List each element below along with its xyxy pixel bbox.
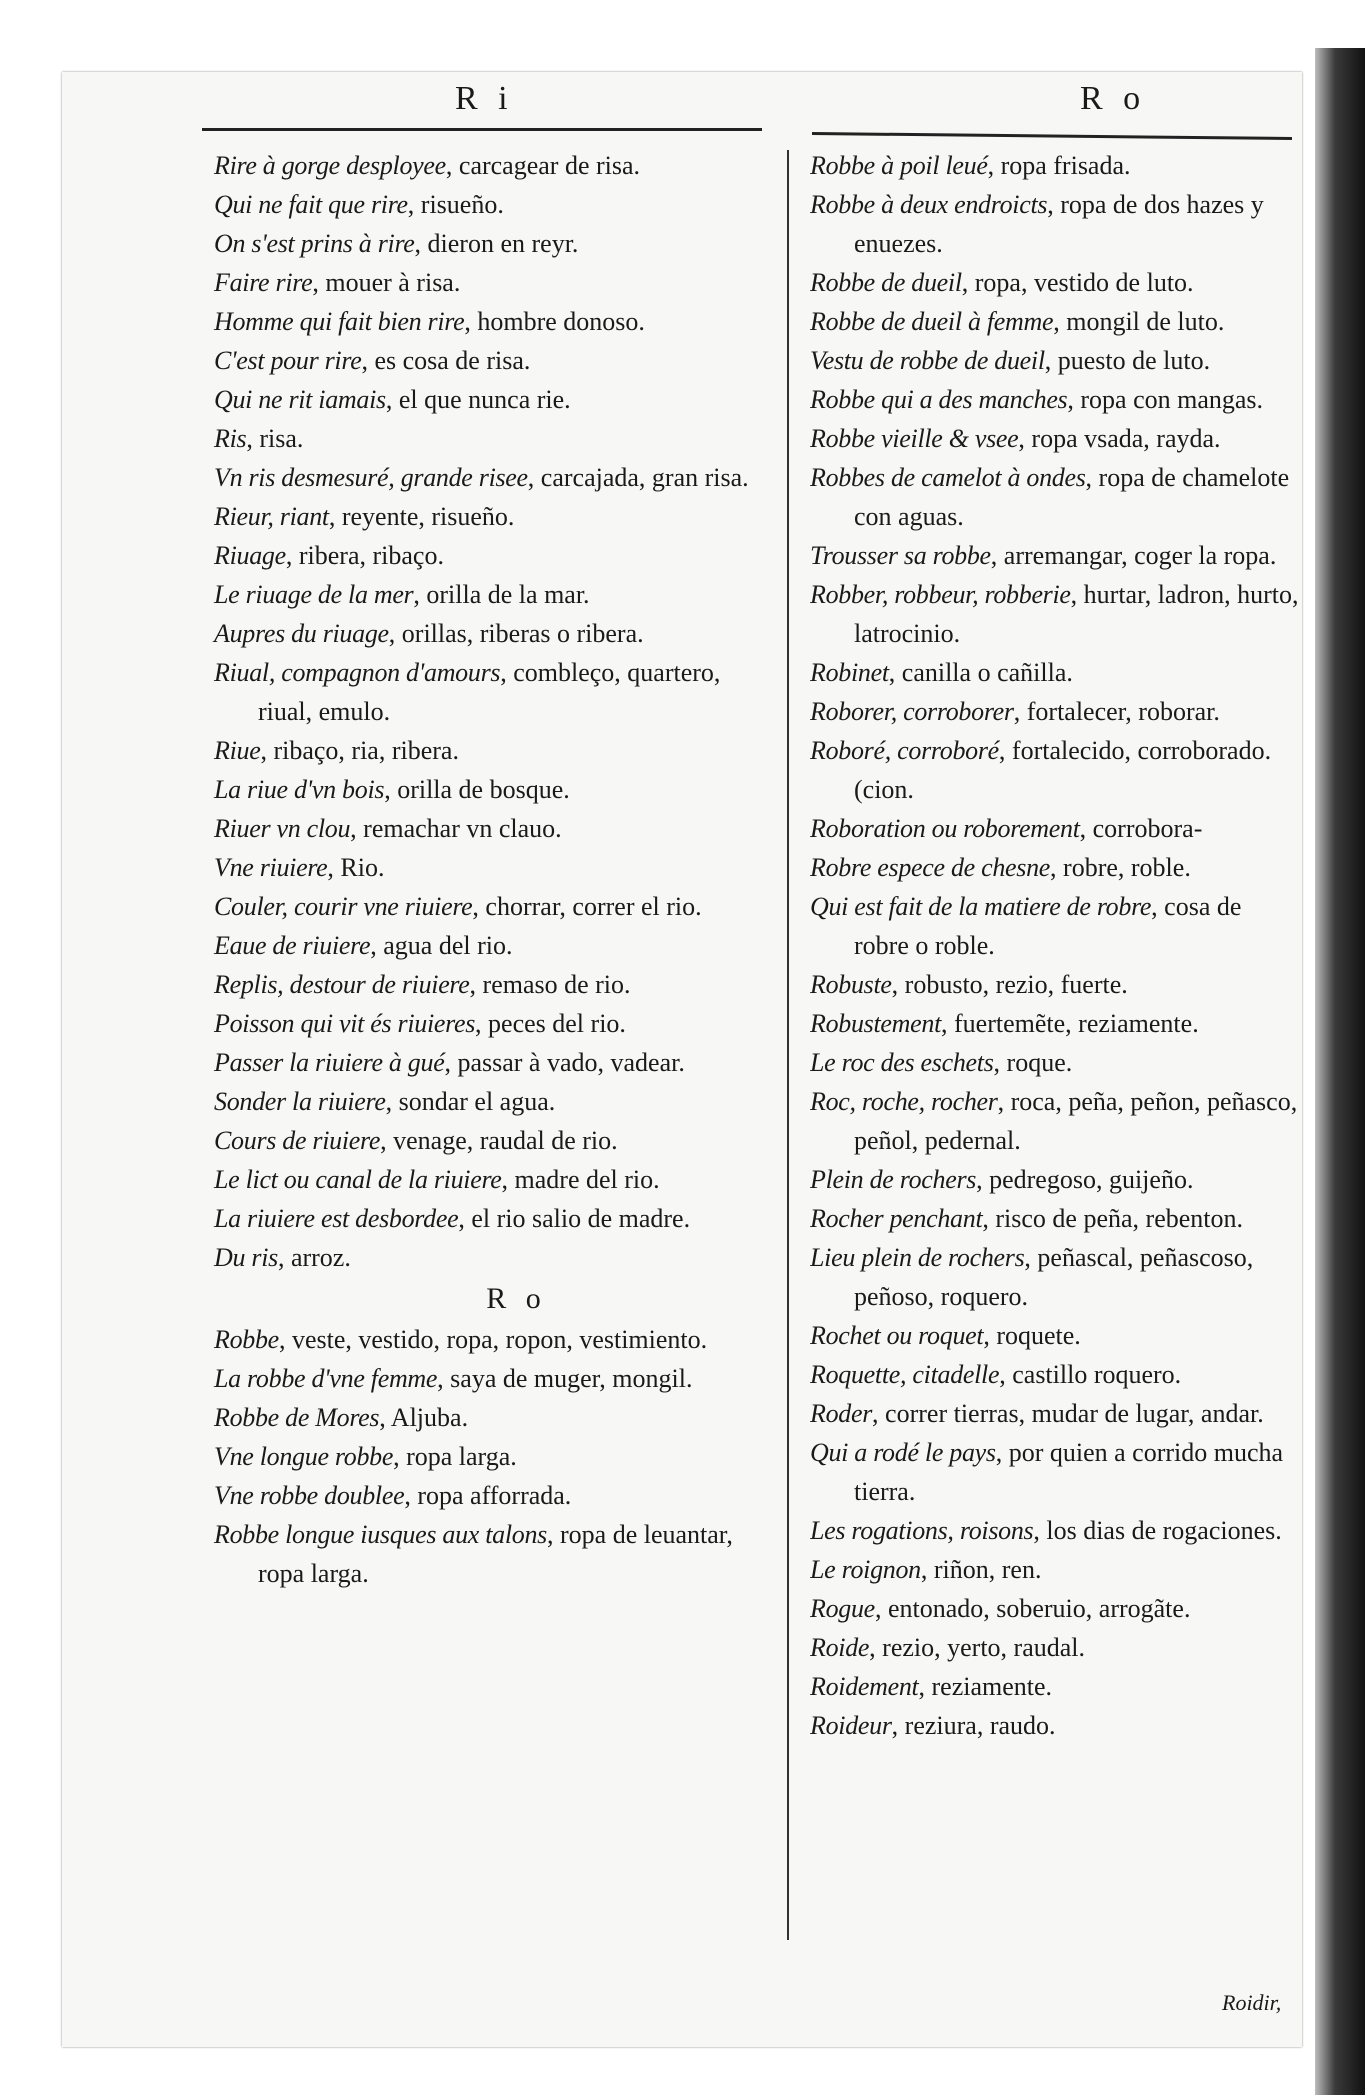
entry-headword: La riuiere est desbordee bbox=[214, 1204, 459, 1233]
entry-headword: Robbe bbox=[214, 1325, 279, 1354]
entry-headword: Faire rire bbox=[214, 268, 313, 297]
entry-headword: On s'est prins à rire bbox=[214, 229, 415, 258]
entry-translation: , saya de muger, mongil. bbox=[437, 1364, 693, 1393]
entry-headword: Vne longue robbe bbox=[214, 1442, 394, 1471]
entry-headword: C'est pour rire bbox=[214, 346, 362, 375]
entry-headword: Les rogations, roisons bbox=[810, 1516, 1034, 1545]
entry-headword: Roquette, citadelle bbox=[810, 1360, 1000, 1389]
entry-headword: Roc, roche, rocher bbox=[810, 1087, 998, 1116]
dictionary-entry bbox=[810, 1394, 1302, 1433]
dictionary-entry bbox=[810, 185, 1302, 263]
entry-headword: Poisson qui vit és riuieres bbox=[214, 1009, 476, 1038]
dictionary-entry bbox=[810, 1511, 1302, 1550]
dictionary-entry bbox=[810, 653, 1302, 692]
dictionary-entry bbox=[214, 965, 759, 1004]
dictionary-entry bbox=[810, 1238, 1302, 1316]
entry-headword: La robbe d'vne femme bbox=[214, 1364, 438, 1393]
entry-translation: , venage, raudal de rio. bbox=[380, 1126, 618, 1155]
entry-headword: Rogue bbox=[810, 1594, 875, 1623]
dictionary-entry bbox=[810, 263, 1302, 302]
dictionary-entry bbox=[810, 965, 1302, 1004]
entry-translation: , ropa afforrada. bbox=[404, 1481, 572, 1510]
dictionary-entry bbox=[214, 926, 759, 965]
dictionary-entry bbox=[214, 1121, 759, 1160]
entry-headword: Rochet ou roquet bbox=[810, 1321, 984, 1350]
entry-translation: , robusto, rezio, fuerte. bbox=[891, 970, 1128, 999]
entry-headword: Robuste bbox=[810, 970, 892, 999]
dictionary-entry bbox=[214, 497, 759, 536]
dictionary-entry bbox=[214, 614, 759, 653]
dictionary-entry bbox=[810, 536, 1302, 575]
dictionary-entry bbox=[810, 1316, 1302, 1355]
entry-translation: , arremangar, coger la ropa. bbox=[990, 541, 1277, 570]
entry-headword: Qui est fait de la matiere de robre bbox=[810, 892, 1152, 921]
entry-headword: Replis, destour de riuiere bbox=[214, 970, 470, 999]
entry-translation: , combleço, quartero, riual, emulo. bbox=[258, 658, 721, 726]
entry-translation: , chorrar, correr el rio. bbox=[472, 892, 702, 921]
entry-headword: Aupres du riuage bbox=[214, 619, 389, 648]
entry-translation: , peñascal, peñascoso, peñoso, roquero. bbox=[854, 1243, 1254, 1311]
dictionary-entry bbox=[214, 1320, 759, 1359]
entry-headword: Robber, robbeur, robberie bbox=[810, 580, 1071, 609]
entry-translation: , mouer à risa. bbox=[312, 268, 461, 297]
catchword: Roidir, bbox=[1222, 1990, 1282, 2015]
dictionary-entry bbox=[810, 809, 1302, 848]
dictionary-entry bbox=[810, 887, 1302, 965]
dictionary-entry bbox=[810, 1355, 1302, 1394]
entry-headword: Ris bbox=[214, 424, 247, 453]
entry-translation: , canilla o cañilla. bbox=[888, 658, 1073, 687]
entry-translation: , castillo roquero. bbox=[999, 1360, 1182, 1389]
entry-headword: Robinet bbox=[810, 658, 889, 687]
entry-translation: , Rio. bbox=[327, 853, 385, 882]
entry-headword: Le riuage de la mer bbox=[214, 580, 414, 609]
dictionary-entry bbox=[810, 1628, 1302, 1667]
dictionary-entry bbox=[214, 302, 759, 341]
dictionary-entry bbox=[214, 1515, 759, 1593]
dictionary-entry bbox=[810, 419, 1302, 458]
entry-headword: Qui ne fait que rire bbox=[214, 190, 408, 219]
dictionary-entry bbox=[810, 1160, 1302, 1199]
dictionary-entry bbox=[810, 1043, 1302, 1082]
entry-translation: , orillas, riberas o ribera. bbox=[388, 619, 644, 648]
entry-translation: , el rio salio de madre. bbox=[458, 1204, 691, 1233]
dictionary-entry bbox=[810, 692, 1302, 731]
entry-headword: Riuer vn clou bbox=[214, 814, 351, 843]
right-column bbox=[810, 146, 1302, 1745]
entry-translation: , riñon, ren. bbox=[920, 1555, 1042, 1584]
entry-translation: , puesto de luto. bbox=[1044, 346, 1211, 375]
dictionary-entry bbox=[214, 1359, 759, 1398]
entry-translation: , carcajada, gran risa. bbox=[527, 463, 749, 492]
entry-headword: Roide bbox=[810, 1633, 870, 1662]
entry-translation: , el que nunca rie. bbox=[385, 385, 571, 414]
entry-translation: , ropa de dos hazes y enuezes. bbox=[854, 190, 1264, 258]
entry-translation: , roque. bbox=[993, 1048, 1073, 1077]
entry-translation: , arroz. bbox=[277, 1243, 351, 1272]
entry-translation: , ropa de leuantar, ropa larga. bbox=[258, 1520, 733, 1588]
entry-translation: , madre del rio. bbox=[501, 1165, 660, 1194]
entry-headword: Robbes de camelot à ondes bbox=[810, 463, 1086, 492]
entry-headword: Roboré, corroboré bbox=[810, 736, 999, 765]
dictionary-entry bbox=[810, 1550, 1302, 1589]
entry-translation: , hurtar, ladron, hurto, latrocinio. bbox=[854, 580, 1299, 648]
entry-translation: , orilla de la mar. bbox=[413, 580, 590, 609]
dictionary-entry bbox=[214, 146, 759, 185]
entry-translation: , fuertemẽte, reziamente. bbox=[941, 1009, 1199, 1038]
entry-headword: Roidement bbox=[810, 1672, 919, 1701]
dictionary-entry bbox=[810, 1199, 1302, 1238]
entry-translation: , risueño. bbox=[407, 190, 504, 219]
entry-headword: Cours de riuiere bbox=[214, 1126, 381, 1155]
entry-translation: , passar à vado, vadear. bbox=[444, 1048, 685, 1077]
dictionary-entry bbox=[214, 1437, 759, 1476]
entry-translation: , carcagear de risa. bbox=[445, 151, 641, 180]
entry-headword: Sonder la riuiere bbox=[214, 1087, 386, 1116]
dictionary-entry bbox=[214, 185, 759, 224]
dictionary-entry bbox=[810, 302, 1302, 341]
header-rule-left bbox=[202, 128, 762, 131]
dictionary-entry bbox=[214, 809, 759, 848]
entry-translation: , risco de peña, rebenton. bbox=[982, 1204, 1244, 1233]
entry-translation: , rezio, yerto, raudal. bbox=[869, 1633, 1086, 1662]
dictionary-entry bbox=[214, 224, 759, 263]
entry-headword: Robbe qui a des manches bbox=[810, 385, 1068, 414]
entry-translation: , roquete. bbox=[983, 1321, 1081, 1350]
entry-translation: , orilla de bosque. bbox=[384, 775, 570, 804]
entry-headword: Riue bbox=[214, 736, 261, 765]
dictionary-entry bbox=[810, 1082, 1302, 1160]
entry-headword: Roideur bbox=[810, 1711, 892, 1740]
entry-translation: , risa. bbox=[246, 424, 304, 453]
entry-translation: , remachar vn clauo. bbox=[350, 814, 562, 843]
dictionary-entry bbox=[810, 575, 1302, 653]
dictionary-entry bbox=[214, 1199, 759, 1238]
entry-translation: , agua del rio. bbox=[370, 931, 513, 960]
dictionary-entry bbox=[810, 1433, 1302, 1511]
entry-headword: Vestu de robbe de dueil bbox=[810, 346, 1045, 375]
dictionary-entry bbox=[214, 1160, 759, 1199]
entry-headword: Robustement bbox=[810, 1009, 942, 1038]
entry-headword: Riuage bbox=[214, 541, 286, 570]
entry-translation: , reyente, risueño. bbox=[328, 502, 515, 531]
entry-translation: , por quien a corrido mucha tierra. bbox=[854, 1438, 1284, 1506]
dictionary-entry bbox=[214, 263, 759, 302]
entry-translation: , ropa de chamelote con aguas. bbox=[854, 463, 1290, 531]
entry-headword: Passer la riuiere à gué bbox=[214, 1048, 445, 1077]
entry-headword: Robbe à deux endroicts bbox=[810, 190, 1048, 219]
running-head-left: R i bbox=[455, 80, 514, 117]
entry-translation: , mongil de luto. bbox=[1053, 307, 1225, 336]
entry-headword: Robbe vieille & vsee bbox=[810, 424, 1019, 453]
entry-headword: Couler, courir vne riuiere bbox=[214, 892, 473, 921]
entry-headword: Du ris bbox=[214, 1243, 278, 1272]
entry-headword: Rire à gorge desployee bbox=[214, 151, 446, 180]
entry-headword: Roder bbox=[810, 1399, 873, 1428]
dictionary-entry bbox=[810, 458, 1302, 536]
entry-headword: Vn ris desmesuré, grande risee bbox=[214, 463, 528, 492]
entry-headword: Plein de rochers bbox=[810, 1165, 977, 1194]
dictionary-entry bbox=[214, 1004, 759, 1043]
entry-translation: , los dias de rogaciones. bbox=[1033, 1516, 1282, 1545]
entry-translation: , ropa frisada. bbox=[987, 151, 1131, 180]
dictionary-entry bbox=[810, 1004, 1302, 1043]
entry-headword: Eaue de riuiere bbox=[214, 931, 371, 960]
dictionary-entry bbox=[214, 419, 759, 458]
left-column bbox=[214, 146, 759, 1593]
entry-translation: , reziamente. bbox=[918, 1672, 1053, 1701]
dictionary-entry bbox=[810, 341, 1302, 380]
entry-headword: Robbe à poil leué bbox=[810, 151, 988, 180]
entry-headword: Rocher penchant bbox=[810, 1204, 983, 1233]
entry-translation: , hombre donoso. bbox=[464, 307, 645, 336]
entry-translation: , robre, roble. bbox=[1050, 853, 1191, 882]
entry-headword: Lieu plein de rochers bbox=[810, 1243, 1025, 1272]
dictionary-entry bbox=[810, 1706, 1302, 1745]
entry-headword: Qui ne rit iamais bbox=[214, 385, 386, 414]
dictionary-entry bbox=[214, 653, 759, 731]
entry-headword: Roborer, corroborer bbox=[810, 697, 1014, 726]
entry-translation: , peces del rio. bbox=[475, 1009, 626, 1038]
entry-translation: , fortalecer, roborar. bbox=[1013, 697, 1220, 726]
entry-translation: , ribera, ribaço. bbox=[285, 541, 444, 570]
entry-translation: , Aljuba. bbox=[379, 1403, 469, 1432]
entry-translation: , pedregoso, guijeño. bbox=[976, 1165, 1194, 1194]
entry-translation: , ropa vsada, rayda. bbox=[1018, 424, 1221, 453]
entry-headword: Rieur, riant bbox=[214, 502, 329, 531]
entry-headword: Robre espece de chesne bbox=[810, 853, 1051, 882]
entry-translation: , fortalecido, corroborado. (cion. bbox=[854, 736, 1272, 804]
dictionary-entry bbox=[214, 575, 759, 614]
entry-translation: , remaso de rio. bbox=[469, 970, 631, 999]
dictionary-entry bbox=[214, 1043, 759, 1082]
entry-translation: , entonado, soberuio, arrogãte. bbox=[874, 1594, 1191, 1623]
entry-headword: Le roignon bbox=[810, 1555, 921, 1584]
entry-headword: Roboration ou roborement bbox=[810, 814, 1080, 843]
dictionary-entry bbox=[214, 1398, 759, 1437]
dictionary-entry bbox=[810, 380, 1302, 419]
dictionary-entry bbox=[214, 848, 759, 887]
entry-headword: Trousser sa robbe bbox=[810, 541, 991, 570]
dictionary-entry bbox=[810, 731, 1302, 809]
dictionary-entry bbox=[214, 1238, 759, 1277]
entry-headword: Le roc des eschets bbox=[810, 1048, 994, 1077]
entry-translation: , roca, peña, peñon, peñasco, peñol, pedernal. bbox=[854, 1087, 1298, 1155]
entry-headword: Robbe de Mores bbox=[214, 1403, 380, 1432]
dictionary-entry bbox=[810, 1667, 1302, 1706]
entry-headword: Homme qui fait bien rire bbox=[214, 307, 465, 336]
entry-headword: Robbe longue iusques aux talons bbox=[214, 1520, 547, 1549]
entry-headword: Robbe de dueil à femme bbox=[810, 307, 1054, 336]
entry-headword: Riual, compagnon d'amours bbox=[214, 658, 501, 687]
entry-translation: , correr tierras, mudar de lugar, andar. bbox=[872, 1399, 1264, 1428]
dictionary-entry bbox=[214, 731, 759, 770]
entry-translation: , ropa larga. bbox=[393, 1442, 517, 1471]
dictionary-entry bbox=[214, 770, 759, 809]
entry-translation: , dieron en reyr. bbox=[414, 229, 579, 258]
entry-translation: , reziura, raudo. bbox=[891, 1711, 1056, 1740]
dictionary-entry bbox=[214, 536, 759, 575]
column-divider bbox=[787, 150, 789, 1940]
dictionary-entry bbox=[214, 341, 759, 380]
entry-headword: Vne riuiere bbox=[214, 853, 328, 882]
entry-headword: Qui a rodé le pays bbox=[810, 1438, 996, 1467]
dictionary-entry bbox=[810, 848, 1302, 887]
entry-translation: , ropa, vestido de luto. bbox=[961, 268, 1194, 297]
dictionary-entry bbox=[214, 1476, 759, 1515]
dictionary-entry bbox=[810, 146, 1302, 185]
entry-translation: , ribaço, ria, ribera. bbox=[260, 736, 459, 765]
dictionary-entry bbox=[214, 887, 759, 926]
running-head-right: R o bbox=[1080, 80, 1147, 117]
entry-headword: Robbe de dueil bbox=[810, 268, 962, 297]
entry-translation: , veste, vestido, ropa, ropon, vestimiento. bbox=[278, 1325, 708, 1354]
dictionary-entry bbox=[810, 1589, 1302, 1628]
book-spine-shadow bbox=[1315, 48, 1365, 2095]
dictionary-entry bbox=[214, 458, 759, 497]
entry-headword: La riue d'vn bois bbox=[214, 775, 385, 804]
entry-headword: Vne robbe doublee bbox=[214, 1481, 405, 1510]
section-subhead: R o bbox=[486, 1282, 547, 1315]
entry-translation: , sondar el agua. bbox=[385, 1087, 556, 1116]
entry-translation: , ropa con mangas. bbox=[1067, 385, 1264, 414]
entry-headword: Le lict ou canal de la riuiere bbox=[214, 1165, 502, 1194]
dictionary-entry bbox=[214, 1082, 759, 1121]
entry-translation: , es cosa de risa. bbox=[361, 346, 531, 375]
entry-translation: , corrobora- bbox=[1079, 814, 1203, 843]
entry-translation: , cosa de robre o roble. bbox=[854, 892, 1242, 960]
dictionary-entry bbox=[214, 380, 759, 419]
